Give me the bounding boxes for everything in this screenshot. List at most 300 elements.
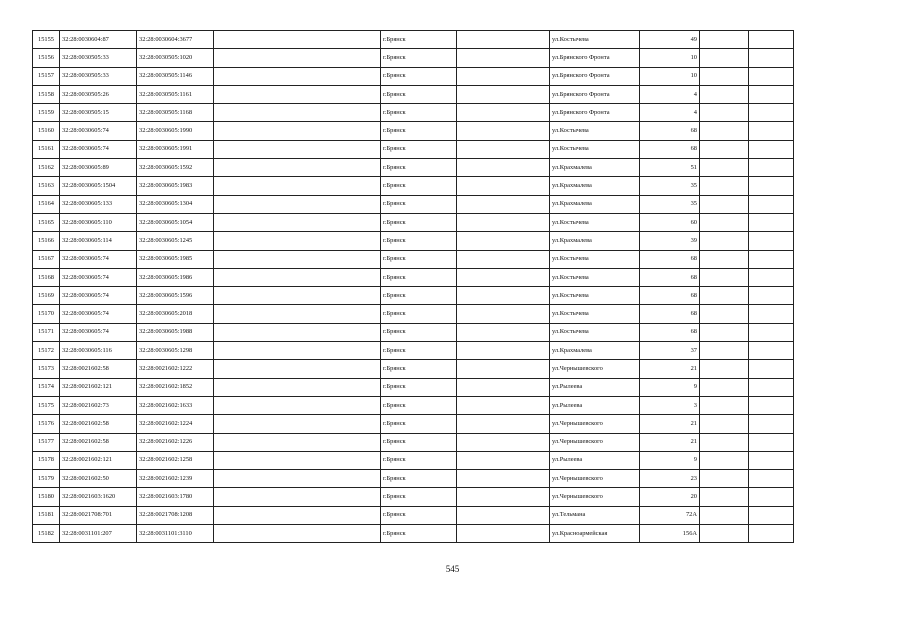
empty-cell — [214, 213, 381, 231]
empty-cell — [214, 305, 381, 323]
registry-table — [32, 30, 794, 543]
empty-cell — [457, 323, 550, 341]
empty-cell — [457, 470, 550, 488]
house-number: 37 — [640, 342, 700, 360]
city-cell: г.Брянск — [381, 85, 457, 103]
empty-cell — [214, 122, 381, 140]
house-number: 9 — [640, 378, 700, 396]
table-row — [33, 287, 794, 305]
empty-cell — [700, 287, 749, 305]
cadastral-number: 32:28:0021602:1258 — [137, 451, 214, 469]
empty-cell — [700, 49, 749, 67]
street-cell: ул.Тельмана — [550, 506, 640, 524]
empty-cell — [749, 250, 794, 268]
cadastral-quarter-number: 32:28:0030605:74 — [60, 140, 137, 158]
table-row — [33, 213, 794, 231]
table-row — [33, 360, 794, 378]
empty-cell — [749, 195, 794, 213]
empty-cell — [214, 85, 381, 103]
empty-cell — [457, 177, 550, 195]
street-cell: ул.Костычева — [550, 31, 640, 49]
city-cell: г.Брянск — [381, 342, 457, 360]
cadastral-number: 32:28:0030605:1983 — [137, 177, 214, 195]
empty-cell — [457, 104, 550, 122]
empty-cell — [749, 451, 794, 469]
empty-cell — [214, 159, 381, 177]
empty-cell — [457, 122, 550, 140]
row-number: 15173 — [33, 360, 60, 378]
city-cell: г.Брянск — [381, 213, 457, 231]
table-row — [33, 85, 794, 103]
house-number: 3 — [640, 396, 700, 414]
house-number: 10 — [640, 67, 700, 85]
empty-cell — [700, 177, 749, 195]
empty-cell — [457, 342, 550, 360]
table-row — [33, 525, 794, 543]
table-row — [33, 323, 794, 341]
row-number: 15182 — [33, 525, 60, 543]
city-cell: г.Брянск — [381, 323, 457, 341]
row-number: 15169 — [33, 287, 60, 305]
city-cell: г.Брянск — [381, 195, 457, 213]
row-number: 15176 — [33, 415, 60, 433]
cadastral-number: 32:28:0021602:1239 — [137, 470, 214, 488]
cadastral-quarter-number: 32:28:0030604:87 — [60, 31, 137, 49]
table-row — [33, 177, 794, 195]
empty-cell — [749, 506, 794, 524]
house-number: 4 — [640, 85, 700, 103]
empty-cell — [457, 85, 550, 103]
row-number: 15166 — [33, 232, 60, 250]
row-number: 15163 — [33, 177, 60, 195]
empty-cell — [700, 342, 749, 360]
empty-cell — [700, 195, 749, 213]
street-cell: ул.Рылеева — [550, 396, 640, 414]
street-cell: ул.Костычева — [550, 140, 640, 158]
empty-cell — [700, 525, 749, 543]
cadastral-number: 32:28:0030605:1985 — [137, 250, 214, 268]
house-number: 4 — [640, 104, 700, 122]
house-number: 68 — [640, 287, 700, 305]
empty-cell — [214, 525, 381, 543]
house-number: 60 — [640, 213, 700, 231]
row-number: 15158 — [33, 85, 60, 103]
city-cell: г.Брянск — [381, 506, 457, 524]
empty-cell — [457, 159, 550, 177]
empty-cell — [214, 67, 381, 85]
empty-cell — [214, 177, 381, 195]
empty-cell — [700, 488, 749, 506]
cadastral-number: 32:28:0030505:1146 — [137, 67, 214, 85]
cadastral-quarter-number: 32:28:0030605:114 — [60, 232, 137, 250]
house-number: 68 — [640, 140, 700, 158]
empty-cell — [749, 360, 794, 378]
empty-cell — [700, 250, 749, 268]
city-cell: г.Брянск — [381, 360, 457, 378]
empty-cell — [749, 177, 794, 195]
empty-cell — [457, 415, 550, 433]
row-number: 15179 — [33, 470, 60, 488]
empty-cell — [457, 506, 550, 524]
empty-cell — [457, 49, 550, 67]
cadastral-quarter-number: 32:28:0030605:74 — [60, 305, 137, 323]
table-row — [33, 122, 794, 140]
empty-cell — [214, 323, 381, 341]
table-row — [33, 49, 794, 67]
empty-cell — [457, 305, 550, 323]
empty-cell — [214, 104, 381, 122]
house-number: 68 — [640, 268, 700, 286]
empty-cell — [700, 323, 749, 341]
cadastral-number: 32:28:0031101:3110 — [137, 525, 214, 543]
empty-cell — [214, 268, 381, 286]
empty-cell — [749, 31, 794, 49]
row-number: 15160 — [33, 122, 60, 140]
cadastral-quarter-number: 32:28:0021602:50 — [60, 470, 137, 488]
empty-cell — [214, 470, 381, 488]
row-number: 15156 — [33, 49, 60, 67]
empty-cell — [700, 396, 749, 414]
empty-cell — [457, 232, 550, 250]
cadastral-number: 32:28:0021602:1852 — [137, 378, 214, 396]
empty-cell — [700, 433, 749, 451]
cadastral-number: 32:28:0030605:1304 — [137, 195, 214, 213]
empty-cell — [749, 305, 794, 323]
cadastral-number: 32:28:0030605:1596 — [137, 287, 214, 305]
city-cell: г.Брянск — [381, 415, 457, 433]
empty-cell — [749, 488, 794, 506]
cadastral-quarter-number: 32:28:0031101:207 — [60, 525, 137, 543]
empty-cell — [749, 122, 794, 140]
house-number: 68 — [640, 122, 700, 140]
row-number: 15181 — [33, 506, 60, 524]
cadastral-number: 32:28:0021602:1222 — [137, 360, 214, 378]
empty-cell — [457, 378, 550, 396]
cadastral-quarter-number: 32:28:0030605:133 — [60, 195, 137, 213]
empty-cell — [700, 232, 749, 250]
table-row — [33, 104, 794, 122]
empty-cell — [749, 323, 794, 341]
empty-cell — [214, 488, 381, 506]
row-number: 15172 — [33, 342, 60, 360]
empty-cell — [457, 488, 550, 506]
cadastral-quarter-number: 32:28:0021602:121 — [60, 378, 137, 396]
city-cell: г.Брянск — [381, 67, 457, 85]
empty-cell — [457, 396, 550, 414]
cadastral-quarter-number: 32:28:0021602:58 — [60, 360, 137, 378]
street-cell: ул.Брянского Фронта — [550, 104, 640, 122]
street-cell: ул.Костычева — [550, 323, 640, 341]
empty-cell — [214, 451, 381, 469]
city-cell: г.Брянск — [381, 31, 457, 49]
table-row — [33, 342, 794, 360]
house-number: 21 — [640, 415, 700, 433]
empty-cell — [749, 232, 794, 250]
row-number: 15178 — [33, 451, 60, 469]
empty-cell — [457, 360, 550, 378]
empty-cell — [700, 122, 749, 140]
city-cell: г.Брянск — [381, 177, 457, 195]
street-cell: ул.Рылеева — [550, 378, 640, 396]
empty-cell — [749, 378, 794, 396]
city-cell: г.Брянск — [381, 305, 457, 323]
table-row — [33, 268, 794, 286]
street-cell: ул.Чернышевского — [550, 415, 640, 433]
empty-cell — [214, 415, 381, 433]
empty-cell — [214, 49, 381, 67]
cadastral-quarter-number: 32:28:0030605:74 — [60, 323, 137, 341]
empty-cell — [214, 378, 381, 396]
house-number: 20 — [640, 488, 700, 506]
row-number: 15177 — [33, 433, 60, 451]
house-number: 21 — [640, 360, 700, 378]
empty-cell — [700, 85, 749, 103]
house-number: 68 — [640, 250, 700, 268]
table-body — [33, 31, 794, 543]
empty-cell — [214, 287, 381, 305]
city-cell: г.Брянск — [381, 268, 457, 286]
city-cell: г.Брянск — [381, 378, 457, 396]
street-cell: ул.Рылеева — [550, 451, 640, 469]
empty-cell — [700, 360, 749, 378]
street-cell: ул.Крахмалева — [550, 177, 640, 195]
cadastral-quarter-number: 32:28:0021708:701 — [60, 506, 137, 524]
empty-cell — [700, 140, 749, 158]
house-number: 49 — [640, 31, 700, 49]
street-cell: ул.Чернышевского — [550, 488, 640, 506]
city-cell: г.Брянск — [381, 451, 457, 469]
cadastral-number: 32:28:0030505:1168 — [137, 104, 214, 122]
cadastral-number: 32:28:0021602:1224 — [137, 415, 214, 433]
house-number: 35 — [640, 177, 700, 195]
cadastral-number: 32:28:0030605:1986 — [137, 268, 214, 286]
street-cell: ул.Костычева — [550, 287, 640, 305]
empty-cell — [700, 470, 749, 488]
empty-cell — [700, 213, 749, 231]
cadastral-number: 32:28:0030605:1054 — [137, 213, 214, 231]
table-row — [33, 506, 794, 524]
cadastral-number: 32:28:0030605:1298 — [137, 342, 214, 360]
empty-cell — [700, 67, 749, 85]
house-number: 156А — [640, 525, 700, 543]
city-cell: г.Брянск — [381, 122, 457, 140]
table-row — [33, 305, 794, 323]
row-number: 15174 — [33, 378, 60, 396]
street-cell: ул.Брянского Фронта — [550, 85, 640, 103]
cadastral-quarter-number: 32:28:0030505:33 — [60, 67, 137, 85]
empty-cell — [457, 213, 550, 231]
street-cell: ул.Костычева — [550, 122, 640, 140]
cadastral-number: 32:28:0030605:1991 — [137, 140, 214, 158]
empty-cell — [214, 140, 381, 158]
empty-cell — [214, 250, 381, 268]
empty-cell — [457, 525, 550, 543]
empty-cell — [749, 342, 794, 360]
empty-cell — [749, 268, 794, 286]
cadastral-quarter-number: 32:28:0030605:116 — [60, 342, 137, 360]
page-number: 545 — [445, 564, 460, 574]
cadastral-quarter-number: 32:28:0021602:73 — [60, 396, 137, 414]
empty-cell — [214, 433, 381, 451]
row-number: 15180 — [33, 488, 60, 506]
empty-cell — [214, 506, 381, 524]
row-number: 15171 — [33, 323, 60, 341]
empty-cell — [457, 451, 550, 469]
city-cell: г.Брянск — [381, 49, 457, 67]
empty-cell — [749, 525, 794, 543]
empty-cell — [749, 470, 794, 488]
street-cell: ул.Костычева — [550, 250, 640, 268]
table-row — [33, 451, 794, 469]
empty-cell — [700, 31, 749, 49]
table-row — [33, 488, 794, 506]
house-number: 39 — [640, 232, 700, 250]
cadastral-number: 32:28:0030604:3677 — [137, 31, 214, 49]
cadastral-quarter-number: 32:28:0030605:110 — [60, 213, 137, 231]
street-cell: ул.Крахмалева — [550, 232, 640, 250]
cadastral-number: 32:28:0030605:2018 — [137, 305, 214, 323]
cadastral-number: 32:28:0030605:1990 — [137, 122, 214, 140]
street-cell: ул.Костычева — [550, 268, 640, 286]
row-number: 15157 — [33, 67, 60, 85]
table-row — [33, 433, 794, 451]
city-cell: г.Брянск — [381, 232, 457, 250]
street-cell: ул.Костычева — [550, 305, 640, 323]
street-cell: ул.Крахмалева — [550, 342, 640, 360]
house-number: 23 — [640, 470, 700, 488]
table-row — [33, 159, 794, 177]
house-number: 35 — [640, 195, 700, 213]
street-cell: ул.Чернышевского — [550, 433, 640, 451]
table-row — [33, 415, 794, 433]
cadastral-number: 32:28:0030505:1020 — [137, 49, 214, 67]
cadastral-quarter-number: 32:28:0030505:33 — [60, 49, 137, 67]
row-number: 15175 — [33, 396, 60, 414]
empty-cell — [457, 67, 550, 85]
empty-cell — [749, 213, 794, 231]
city-cell: г.Брянск — [381, 140, 457, 158]
cadastral-quarter-number: 32:28:0030605:74 — [60, 250, 137, 268]
empty-cell — [457, 268, 550, 286]
street-cell: ул.Брянского Фронта — [550, 67, 640, 85]
cadastral-quarter-number: 32:28:0030605:89 — [60, 159, 137, 177]
city-cell: г.Брянск — [381, 250, 457, 268]
street-cell: ул.Чернышевского — [550, 360, 640, 378]
cadastral-number: 32:28:0021602:1226 — [137, 433, 214, 451]
cadastral-quarter-number: 32:28:0030505:26 — [60, 85, 137, 103]
table-row — [33, 195, 794, 213]
cadastral-quarter-number: 32:28:0030605:74 — [60, 268, 137, 286]
empty-cell — [214, 232, 381, 250]
empty-cell — [749, 287, 794, 305]
table-row — [33, 378, 794, 396]
empty-cell — [749, 433, 794, 451]
house-number: 68 — [640, 305, 700, 323]
row-number: 15167 — [33, 250, 60, 268]
row-number: 15164 — [33, 195, 60, 213]
city-cell: г.Брянск — [381, 104, 457, 122]
cadastral-quarter-number: 32:28:0030605:74 — [60, 287, 137, 305]
row-number: 15170 — [33, 305, 60, 323]
empty-cell — [700, 268, 749, 286]
empty-cell — [749, 85, 794, 103]
cadastral-quarter-number: 32:28:0021603:1620 — [60, 488, 137, 506]
city-cell: г.Брянск — [381, 433, 457, 451]
empty-cell — [457, 140, 550, 158]
row-number: 15165 — [33, 213, 60, 231]
street-cell: ул.Брянского Фронта — [550, 49, 640, 67]
house-number: 9 — [640, 451, 700, 469]
cadastral-number: 32:28:0030605:1245 — [137, 232, 214, 250]
empty-cell — [214, 195, 381, 213]
cadastral-quarter-number: 32:28:0021602:58 — [60, 433, 137, 451]
empty-cell — [457, 433, 550, 451]
cadastral-number: 32:28:0021603:1780 — [137, 488, 214, 506]
house-number: 68 — [640, 323, 700, 341]
empty-cell — [700, 451, 749, 469]
house-number: 51 — [640, 159, 700, 177]
row-number: 15161 — [33, 140, 60, 158]
empty-cell — [700, 506, 749, 524]
street-cell: ул.Крахмалева — [550, 195, 640, 213]
table-row — [33, 31, 794, 49]
cadastral-number: 32:28:0030505:1161 — [137, 85, 214, 103]
empty-cell — [749, 415, 794, 433]
empty-cell — [749, 49, 794, 67]
street-cell: ул.Костычева — [550, 213, 640, 231]
table-row — [33, 67, 794, 85]
city-cell: г.Брянск — [381, 525, 457, 543]
cadastral-quarter-number: 32:28:0030505:15 — [60, 104, 137, 122]
empty-cell — [457, 250, 550, 268]
cadastral-number: 32:28:0021602:1633 — [137, 396, 214, 414]
empty-cell — [457, 195, 550, 213]
cadastral-number: 32:28:0030605:1988 — [137, 323, 214, 341]
city-cell: г.Брянск — [381, 159, 457, 177]
empty-cell — [749, 67, 794, 85]
empty-cell — [214, 396, 381, 414]
house-number: 10 — [640, 49, 700, 67]
city-cell: г.Брянск — [381, 488, 457, 506]
city-cell: г.Брянск — [381, 287, 457, 305]
city-cell: г.Брянск — [381, 396, 457, 414]
empty-cell — [214, 342, 381, 360]
empty-cell — [214, 360, 381, 378]
row-number: 15168 — [33, 268, 60, 286]
row-number: 15162 — [33, 159, 60, 177]
row-number: 15159 — [33, 104, 60, 122]
house-number: 72А — [640, 506, 700, 524]
cadastral-number: 32:28:0021708:1208 — [137, 506, 214, 524]
table-row — [33, 232, 794, 250]
cadastral-quarter-number: 32:28:0030605:1504 — [60, 177, 137, 195]
empty-cell — [457, 287, 550, 305]
empty-cell — [700, 378, 749, 396]
empty-cell — [749, 140, 794, 158]
row-number: 15155 — [33, 31, 60, 49]
cadastral-quarter-number: 32:28:0021602:58 — [60, 415, 137, 433]
street-cell: ул.Красноармейская — [550, 525, 640, 543]
cadastral-quarter-number: 32:28:0021602:121 — [60, 451, 137, 469]
table-row — [33, 250, 794, 268]
table-row — [33, 470, 794, 488]
empty-cell — [700, 305, 749, 323]
house-number: 21 — [640, 433, 700, 451]
empty-cell — [700, 104, 749, 122]
street-cell: ул.Крахмалева — [550, 159, 640, 177]
city-cell: г.Брянск — [381, 470, 457, 488]
table-row — [33, 140, 794, 158]
